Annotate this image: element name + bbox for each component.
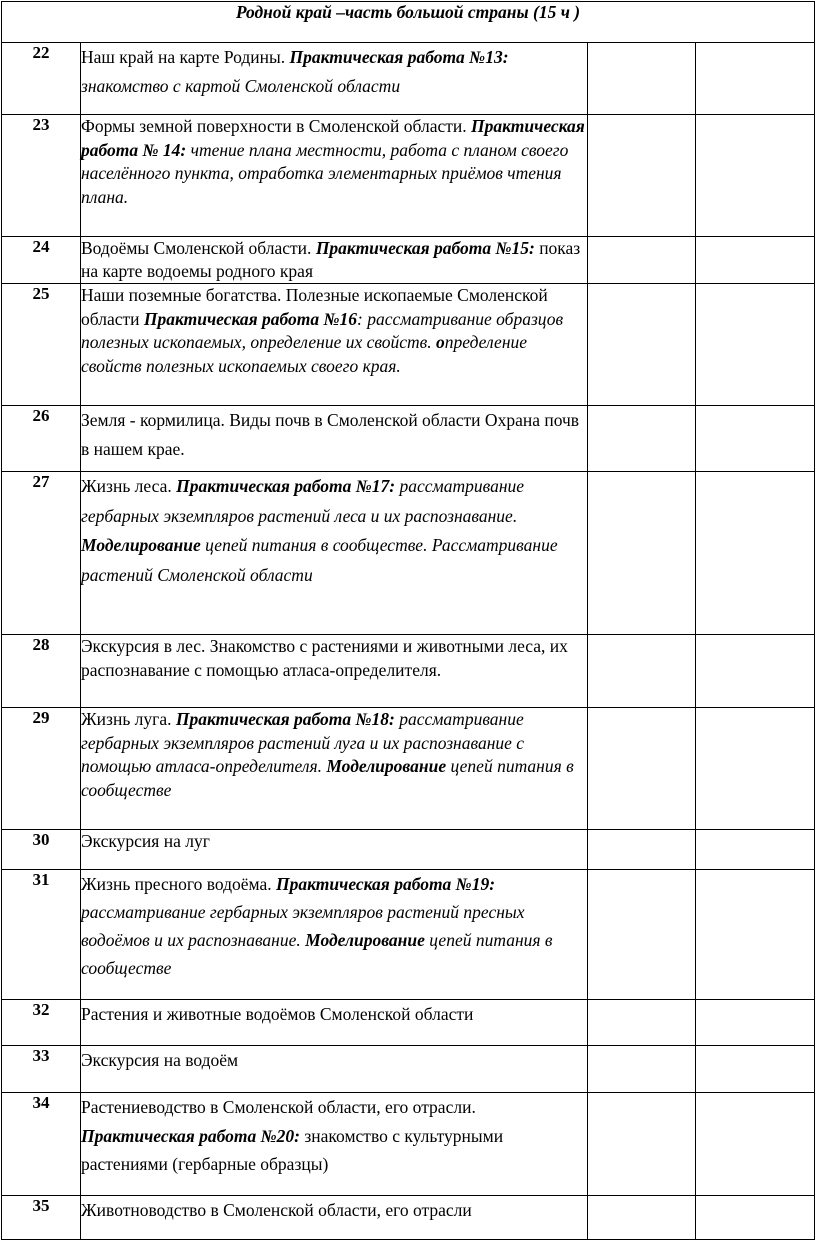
lesson-topic <box>81 708 588 830</box>
date-plan-cell <box>588 115 696 237</box>
lesson-topic <box>81 472 588 635</box>
topic-text-run: цепей питания в сообществе <box>81 756 574 800</box>
topic-text-run: Моделирование <box>81 535 201 555</box>
date-fact-cell <box>696 237 815 284</box>
topic-text-run: Растениеводство в Смоленской области, его отрасли. <box>81 1097 476 1117</box>
lesson-number: 30 <box>2 830 81 870</box>
date-fact-cell <box>696 406 815 472</box>
topic-text-run: Жизнь леса. <box>81 476 177 496</box>
topic-text-run: Земля - кормилица. Виды почв в Смоленской области Охрана почв в нашем крае. <box>81 410 580 459</box>
topic-text-run: Практическая работа №16 <box>143 308 358 329</box>
date-fact-cell <box>696 43 815 115</box>
topic-text-run: Моделирование <box>326 756 447 776</box>
table-row <box>2 635 815 708</box>
topic-text-run: знакомство с культурными растениями (гербарные образцы) <box>81 1125 504 1174</box>
topic-text-run: Моделирование <box>305 930 425 950</box>
date-plan-cell <box>588 472 696 635</box>
table-row <box>2 870 815 1000</box>
date-plan-cell <box>588 1196 696 1240</box>
date-fact-cell <box>696 284 815 406</box>
table-row <box>2 237 815 284</box>
table-row <box>2 115 815 237</box>
lesson-number: 22 <box>2 43 81 115</box>
date-fact-cell <box>696 1000 815 1046</box>
topic-text-run: Практическая работа №15: <box>315 238 535 258</box>
topic-text-run: рассматривание гербарных экземпляров растений пресных водоёмов и их распознавание. <box>81 902 525 950</box>
topic-text-run: Животноводство в Смоленской области, его отрасли <box>81 1200 472 1220</box>
topic-text-run: Практическая работа №20: <box>81 1125 300 1146</box>
table-row <box>2 1196 815 1240</box>
date-plan-cell <box>588 237 696 284</box>
table-row <box>2 1093 815 1196</box>
lesson-number: 33 <box>2 1046 81 1093</box>
topic-text-run: Наши поземные богатства. Полезные ископаемые Смоленской области <box>81 285 548 329</box>
date-plan-cell <box>588 1000 696 1046</box>
date-fact-cell <box>696 870 815 1000</box>
topic-text-run: цепей питания в сообществе <box>81 930 553 978</box>
lesson-topic <box>81 43 588 115</box>
lesson-number: 23 <box>2 115 81 237</box>
topic-text-run: Практическая работа №19: <box>276 874 496 894</box>
date-plan-cell <box>588 284 696 406</box>
table-row <box>2 284 815 406</box>
date-fact-cell <box>696 1046 815 1093</box>
date-plan-cell <box>588 1093 696 1196</box>
topic-text-run: рассматривание гербарных экземпляров растений леса и их распознавание. <box>81 476 525 526</box>
topic-text-run: Экскурсия на водоём <box>81 1050 239 1070</box>
topic-text-run: Практическая работа №13: <box>289 47 509 67</box>
date-plan-cell <box>588 870 696 1000</box>
topic-text-run: рассматривание гербарных экземпляров растений луга и их распознавание с помощью атласа-определителя. <box>81 709 525 776</box>
lesson-number: 35 <box>2 1196 81 1240</box>
lesson-topic <box>81 1000 588 1046</box>
date-plan-cell <box>588 708 696 830</box>
lesson-topic <box>81 237 588 284</box>
topic-text-run: Формы земной поверхности в Смоленской области. <box>81 116 472 136</box>
topic-text-run: Растения и животные водоёмов Смоленской области <box>81 1004 474 1024</box>
lesson-number: 24 <box>2 237 81 284</box>
date-fact-cell <box>696 472 815 635</box>
date-plan-cell <box>588 1046 696 1093</box>
lesson-topic <box>81 115 588 237</box>
date-plan-cell <box>588 635 696 708</box>
lesson-topic <box>81 870 588 1000</box>
date-fact-cell <box>696 1196 815 1240</box>
table-row <box>2 43 815 115</box>
lesson-topic <box>81 1196 588 1240</box>
date-fact-cell <box>696 1093 815 1196</box>
topic-text-run: знакомство с картой Смоленской области <box>81 76 401 96</box>
table-row <box>2 1046 815 1093</box>
lesson-topic <box>81 635 588 708</box>
topic-text-run: Экскурсия в лес. Знакомство с растениями и животными леса, их распознавание с помощью атласа-определителя. <box>81 636 568 680</box>
lesson-plan-table <box>1 1 815 1240</box>
lesson-number: 28 <box>2 635 81 708</box>
lesson-number: 29 <box>2 708 81 830</box>
topic-text-run: Водоёмы Смоленской области. <box>81 238 316 258</box>
date-fact-cell <box>696 115 815 237</box>
topic-text-run: пределение свойств полезных ископаемых своего края. <box>81 332 528 376</box>
lesson-number: 27 <box>2 472 81 635</box>
lesson-number: 34 <box>2 1093 81 1196</box>
topic-text-run: Жизнь пресного водоёма. <box>81 874 277 894</box>
topic-text-run: чтение плана местности, работа с планом своего населённого пункта, отработка элементарных приёмов чтения плана. <box>81 139 569 207</box>
topic-text-run: Практическая работа №18: <box>175 709 395 729</box>
topic-text-run: о <box>436 332 445 352</box>
date-fact-cell <box>696 830 815 870</box>
date-plan-cell <box>588 406 696 472</box>
lesson-number: 26 <box>2 406 81 472</box>
lesson-topic <box>81 284 588 406</box>
section-header-row <box>2 2 815 43</box>
topic-text-run: Наш край на карте Родины. <box>81 47 290 67</box>
date-plan-cell <box>588 43 696 115</box>
table-row <box>2 472 815 635</box>
lesson-topic <box>81 1046 588 1093</box>
lesson-number: 32 <box>2 1000 81 1046</box>
lesson-topic <box>81 830 588 870</box>
topic-text-run: : рассматривание образцов полезных ископаемых, определение их свойств. <box>81 308 564 352</box>
table-row <box>2 406 815 472</box>
date-fact-cell <box>696 708 815 830</box>
lesson-number: 31 <box>2 870 81 1000</box>
lesson-topic <box>81 406 588 472</box>
topic-text-run: Экскурсия на луг <box>81 831 210 851</box>
topic-text-run: цепей питания в сообществе. Рассматривание растений Смоленской области <box>81 535 558 585</box>
topic-text-run: Практическая работа №17: <box>176 476 396 496</box>
table-row <box>2 708 815 830</box>
date-fact-cell <box>696 635 815 708</box>
table-row <box>2 830 815 870</box>
table-row <box>2 1000 815 1046</box>
lesson-topic <box>81 1093 588 1196</box>
lesson-number: 25 <box>2 284 81 406</box>
topic-text-run: Практическая работа № 14: <box>81 116 585 160</box>
section-title: Родной край –часть большой страны (15 ч ) <box>2 2 815 43</box>
date-plan-cell <box>588 830 696 870</box>
topic-text-run: Жизнь луга. <box>81 709 176 729</box>
topic-text-run: показ на карте водоемы родного края <box>81 238 581 281</box>
